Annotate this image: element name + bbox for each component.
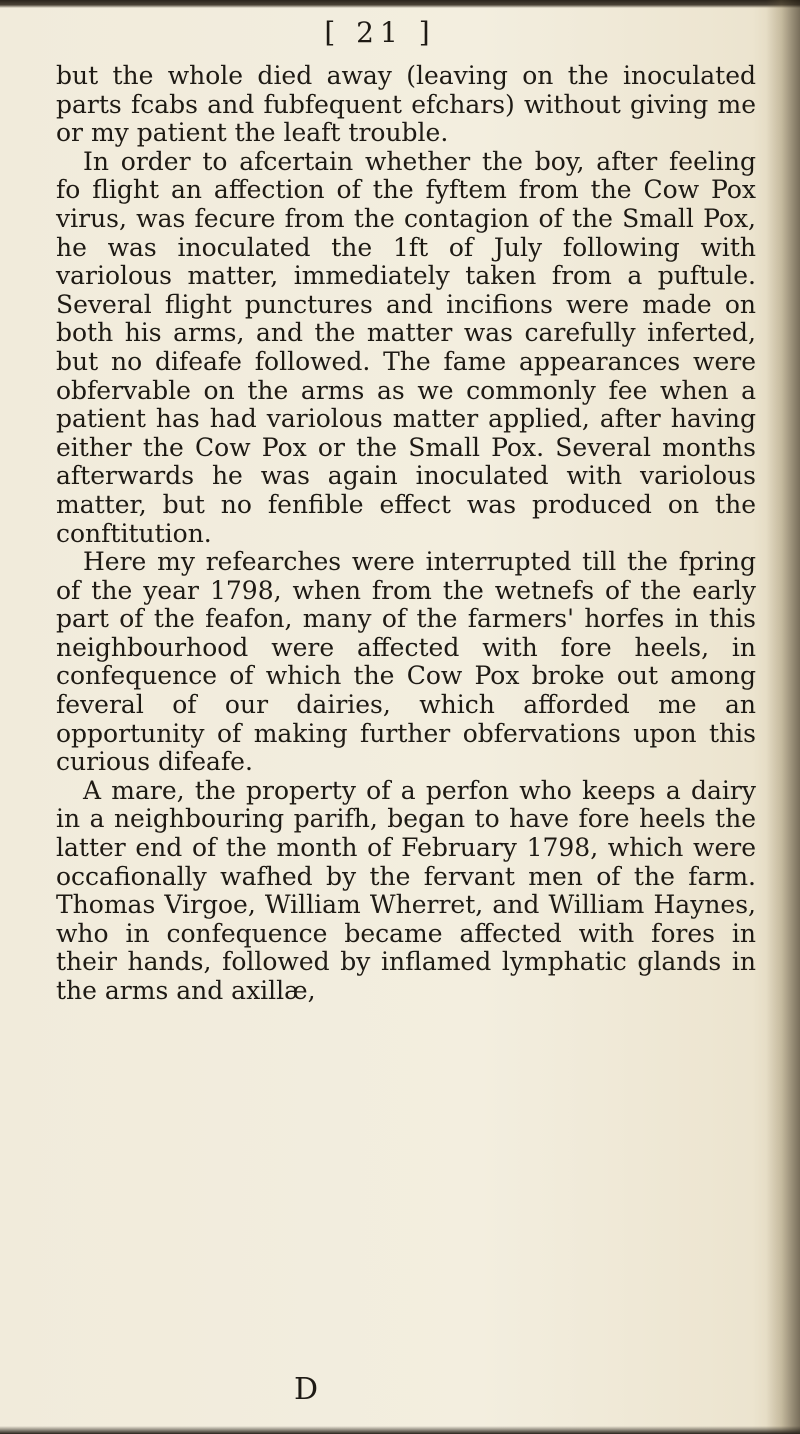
- signature-mark: D: [293, 1372, 319, 1407]
- paragraph-continuation: but the whole died away (leaving on the inoculated parts fcabs and fubfequent efchars) without giving me or my patient the leaft trouble.: [56, 61, 756, 148]
- paragraph-mare-case: A mare, the property of a perfon who keeps a dairy in a neighbouring parifh, began to have fore heels the latter end of the month of February 1798, which were occafionally wafhed by the fervant men of the farm. Thomas Virgoe, William Wherret, and William Haynes, who in confequence became affected with fores in their hands, followed by inflamed lymphatic glands in the arms and axillæ,: [56, 775, 756, 1005]
- top-edge-rule: [0, 0, 800, 8]
- page-number: [ 21 ]: [324, 16, 436, 49]
- paragraph-inoculation-test: In order to afcertain whether the boy, after feeling fo flight an affection of the fyftem from the Cow Pox virus, was fecure from the contagion of the Small Pox, he was inoculated the 1ft of July following with variolous matter, immediately taken from a puftule. Several flight punctures and incifions were made on both his arms, and the matter was carefully inferted, but no difeafe followed. The fame appearances were obfervable on the arms as we commonly fee when a patient has had variolous matter applied, after having either the Cow Pox or the Small Pox. Several months afterwards he was again inoculated with variolous matter, but no fenfible effect was produced on the conftitution.: [56, 146, 756, 548]
- bottom-edge-rule: [0, 1426, 800, 1434]
- body-text: [56, 62, 756, 1006]
- binding-edge: [766, 0, 800, 1434]
- paragraph-researches-interrupted: Here my refearches were interrupted till the fpring of the year 1798, when from the wetnefs of the early part of the feafon, many of the farmers' horfes in this neighbourhood were affected with fore heels, in confequence of which the Cow Pox broke out among feveral of our dairies, which afforded me an opportunity of making further obfervations upon this curious difeafe.: [56, 547, 756, 777]
